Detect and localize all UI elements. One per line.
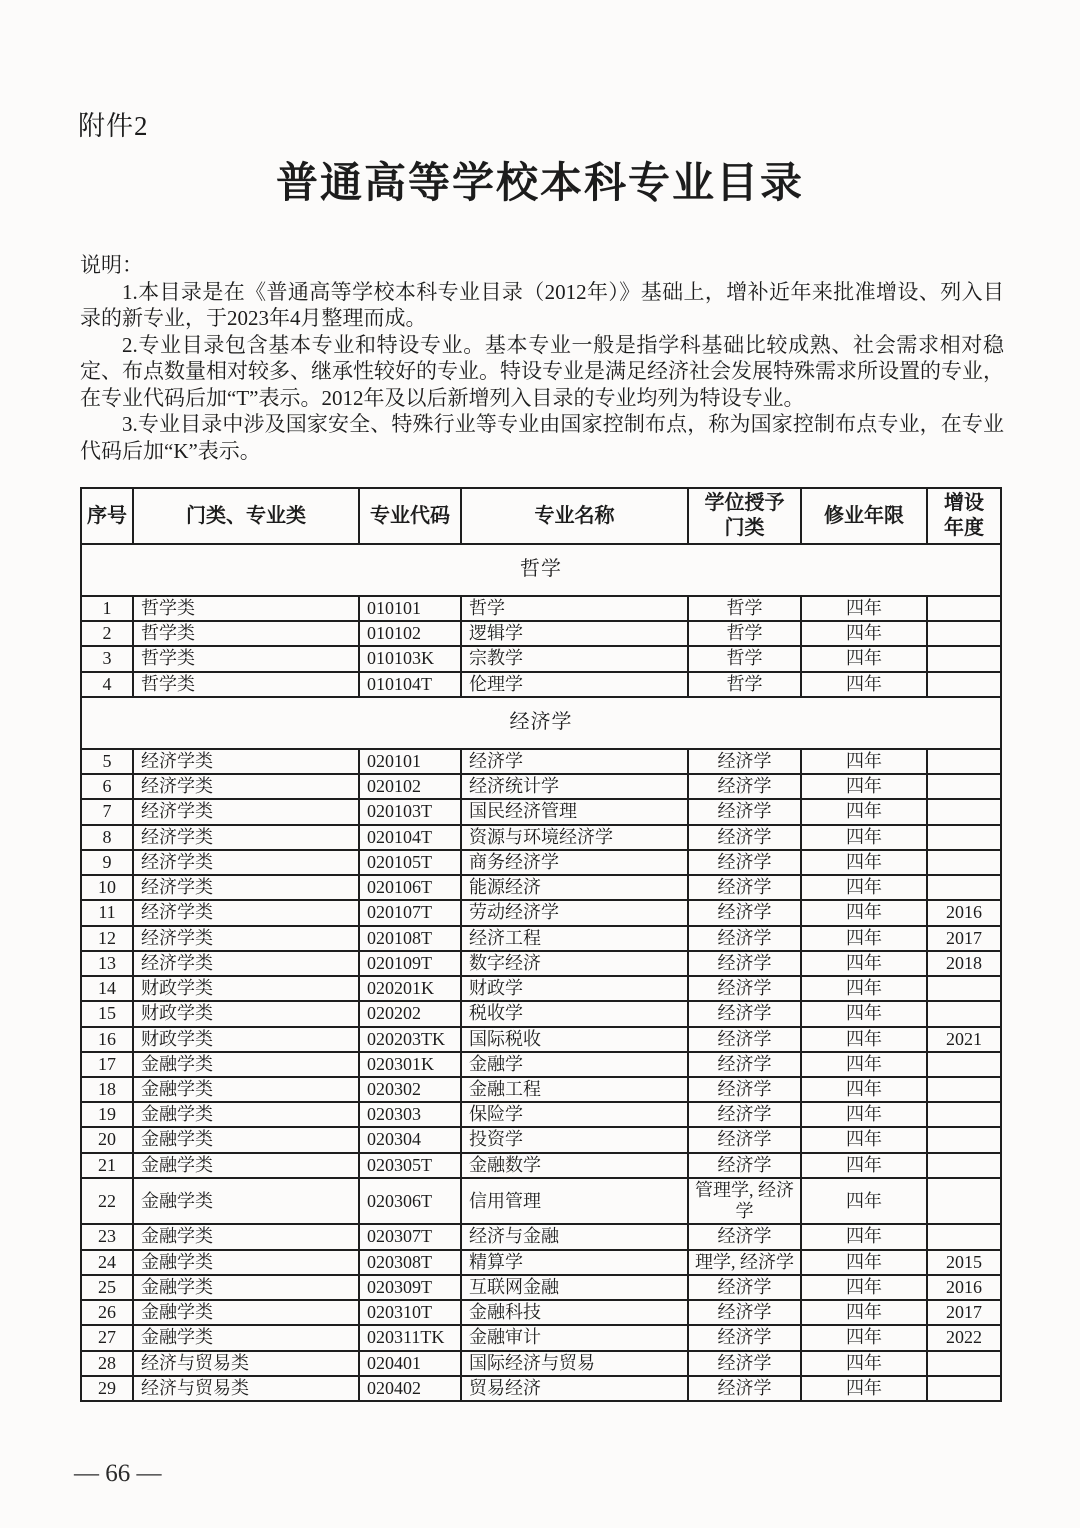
table-cell: 经济学 (688, 1224, 801, 1249)
table-cell: 13 (81, 951, 133, 976)
table-cell: 逻辑学 (461, 621, 688, 646)
table-cell: 四年 (801, 875, 927, 900)
table-cell: 2015 (927, 1250, 1001, 1275)
table-cell (927, 596, 1001, 621)
table-row (81, 1077, 1001, 1102)
table-cell: 经济学 (688, 926, 801, 951)
table-cell: 010102 (359, 621, 461, 646)
table-cell: 经济统计学 (461, 774, 688, 799)
table-row (81, 774, 1001, 799)
table-cell: 资源与环境经济学 (461, 825, 688, 850)
table-cell: 四年 (801, 926, 927, 951)
table-cell: 27 (81, 1325, 133, 1350)
table-cell: 020303 (359, 1102, 461, 1127)
table-cell: 四年 (801, 1250, 927, 1275)
table-cell: 2016 (927, 1275, 1001, 1300)
table-cell: 2017 (927, 926, 1001, 951)
section-row (81, 544, 1001, 596)
note-paragraph-3: 3.专业目录中涉及国家安全、特殊行业等专业由国家控制布点，称为国家控制布点专业，在专业代码后加“K”表示。 (80, 412, 1004, 463)
table-cell: 010104T (359, 672, 461, 697)
table-cell: 互联网金融 (461, 1275, 688, 1300)
table-cell: 金融工程 (461, 1077, 688, 1102)
table-cell: 四年 (801, 1300, 927, 1325)
table-cell: 经济学 (688, 1153, 801, 1178)
table-cell: 020102 (359, 774, 461, 799)
table-cell: 劳动经济学 (461, 900, 688, 925)
table-row (81, 646, 1001, 671)
table-cell: 020109T (359, 951, 461, 976)
table-row (81, 1102, 1001, 1127)
table-cell: 四年 (801, 749, 927, 774)
table-cell: 经济与贸易类 (133, 1376, 359, 1401)
table-cell: 国民经济管理 (461, 799, 688, 824)
table-cell (927, 825, 1001, 850)
table-cell: 财政学 (461, 976, 688, 1001)
table-cell: 金融学类 (133, 1224, 359, 1249)
table-row (81, 749, 1001, 774)
table-cell: 21 (81, 1153, 133, 1178)
table-row (81, 1351, 1001, 1376)
majors-table (80, 487, 1002, 1402)
table-cell: 经济学 (688, 825, 801, 850)
table-cell: 经济学 (688, 850, 801, 875)
table-row (81, 976, 1001, 1001)
table-cell: 经济学 (688, 774, 801, 799)
table-cell: 020306T (359, 1178, 461, 1224)
table-row (81, 1376, 1001, 1401)
table-cell: 25 (81, 1275, 133, 1300)
table-row (81, 672, 1001, 697)
table-cell: 金融学类 (133, 1178, 359, 1224)
table-cell: 经济学 (688, 1325, 801, 1350)
table-body (81, 544, 1001, 1401)
table-cell: 经济与金融 (461, 1224, 688, 1249)
attachment-label: 附件2 (78, 111, 149, 141)
table-cell: 020108T (359, 926, 461, 951)
table-cell: 四年 (801, 1001, 927, 1026)
table-cell: 财政学类 (133, 976, 359, 1001)
table-cell: 020203TK (359, 1027, 461, 1052)
table-cell: 5 (81, 749, 133, 774)
table-cell: 数字经济 (461, 951, 688, 976)
table-cell: 金融学类 (133, 1052, 359, 1077)
table-cell (927, 749, 1001, 774)
table-cell: 6 (81, 774, 133, 799)
column-header: 门类、专业类 (133, 488, 359, 544)
table-cell (927, 799, 1001, 824)
table-cell: 经济学 (688, 900, 801, 925)
table-cell: 经济学 (688, 749, 801, 774)
table-cell: 四年 (801, 1325, 927, 1350)
table-cell: 2018 (927, 951, 1001, 976)
table-cell: 金融学类 (133, 1275, 359, 1300)
table-row (81, 621, 1001, 646)
table-row (81, 951, 1001, 976)
table-cell: 四年 (801, 1351, 927, 1376)
table-cell: 经济学类 (133, 850, 359, 875)
table-cell (927, 1351, 1001, 1376)
table-cell: 哲学 (688, 596, 801, 621)
table-cell: 四年 (801, 1178, 927, 1224)
table-cell: 四年 (801, 799, 927, 824)
table-cell: 哲学 (688, 672, 801, 697)
table-cell: 020202 (359, 1001, 461, 1026)
table-row (81, 1325, 1001, 1350)
table-cell: 四年 (801, 1127, 927, 1152)
table-cell (927, 621, 1001, 646)
table-cell (927, 1178, 1001, 1224)
table-cell: 经济学 (461, 749, 688, 774)
table-cell: 经济学 (688, 1102, 801, 1127)
table-cell: 020107T (359, 900, 461, 925)
table-cell: 金融学类 (133, 1300, 359, 1325)
table-cell: 23 (81, 1224, 133, 1249)
table-row (81, 926, 1001, 951)
table-cell: 020104T (359, 825, 461, 850)
table-cell: 精算学 (461, 1250, 688, 1275)
table-cell: 哲学 (688, 646, 801, 671)
table-cell (927, 976, 1001, 1001)
table-cell: 理学, 经济学 (688, 1250, 801, 1275)
table-cell: 信用管理 (461, 1178, 688, 1224)
table-cell: 020105T (359, 850, 461, 875)
table-cell: 保险学 (461, 1102, 688, 1127)
table-cell: 020307T (359, 1224, 461, 1249)
table-cell: 经济学 (688, 1052, 801, 1077)
table-cell: 28 (81, 1351, 133, 1376)
table-cell: 020101 (359, 749, 461, 774)
table-cell: 金融学类 (133, 1153, 359, 1178)
table-cell: 四年 (801, 1153, 927, 1178)
table-cell: 金融学类 (133, 1250, 359, 1275)
column-header: 专业代码 (359, 488, 461, 544)
table-cell: 020310T (359, 1300, 461, 1325)
table-cell: 宗教学 (461, 646, 688, 671)
column-header: 增设年度 (927, 488, 1001, 544)
table-cell: 经济学 (688, 976, 801, 1001)
table-cell: 四年 (801, 1102, 927, 1127)
table-cell (927, 1224, 1001, 1249)
table-cell: 经济学 (688, 951, 801, 976)
table-cell: 经济学 (688, 1077, 801, 1102)
table-row (81, 1127, 1001, 1152)
table-cell: 经济学 (688, 1376, 801, 1401)
table-row (81, 1052, 1001, 1077)
table-cell: 金融学类 (133, 1077, 359, 1102)
table-cell: 贸易经济 (461, 1376, 688, 1401)
table-cell: 经济学 (688, 1300, 801, 1325)
table-cell: 2016 (927, 900, 1001, 925)
table-cell: 1 (81, 596, 133, 621)
table-cell: 经济学类 (133, 749, 359, 774)
table-row (81, 799, 1001, 824)
table-cell: 四年 (801, 1077, 927, 1102)
table-cell: 14 (81, 976, 133, 1001)
table-row (81, 1224, 1001, 1249)
table-cell: 四年 (801, 1376, 927, 1401)
table-cell: 2021 (927, 1027, 1001, 1052)
table-cell: 四年 (801, 596, 927, 621)
table-cell: 19 (81, 1102, 133, 1127)
section-row (81, 697, 1001, 749)
table-row (81, 1275, 1001, 1300)
table-cell (927, 646, 1001, 671)
notes-section (80, 252, 1004, 464)
table-cell: 2 (81, 621, 133, 646)
table-cell: 四年 (801, 1052, 927, 1077)
table-row (81, 825, 1001, 850)
table-cell: 四年 (801, 774, 927, 799)
table-cell: 15 (81, 1001, 133, 1026)
table-cell: 经济与贸易类 (133, 1351, 359, 1376)
table-cell: 四年 (801, 1224, 927, 1249)
table-cell: 四年 (801, 1027, 927, 1052)
table-cell: 国际经济与贸易 (461, 1351, 688, 1376)
notes-label: 说明： (80, 253, 143, 277)
table-header-row (81, 488, 1001, 544)
table-row (81, 1027, 1001, 1052)
table-cell: 010101 (359, 596, 461, 621)
column-header: 序号 (81, 488, 133, 544)
table-cell (927, 1153, 1001, 1178)
table-cell: 2017 (927, 1300, 1001, 1325)
table-cell: 10 (81, 875, 133, 900)
table-cell: 经济学 (688, 1001, 801, 1026)
column-header: 专业名称 (461, 488, 688, 544)
section-title: 经济学 (81, 697, 1001, 749)
table-cell: 财政学类 (133, 1001, 359, 1026)
table-cell (927, 1077, 1001, 1102)
table-cell: 四年 (801, 976, 927, 1001)
table-cell: 四年 (801, 951, 927, 976)
table-cell: 哲学 (688, 621, 801, 646)
table-header (81, 488, 1001, 544)
table-cell: 020305T (359, 1153, 461, 1178)
table-cell: 四年 (801, 1275, 927, 1300)
table-cell: 020309T (359, 1275, 461, 1300)
table-cell: 投资学 (461, 1127, 688, 1152)
table-cell: 金融科技 (461, 1300, 688, 1325)
table-cell: 18 (81, 1077, 133, 1102)
table-cell (927, 1376, 1001, 1401)
table-cell: 经济学类 (133, 875, 359, 900)
table-cell: 29 (81, 1376, 133, 1401)
table-cell: 020402 (359, 1376, 461, 1401)
table-cell: 020301K (359, 1052, 461, 1077)
table-cell: 金融审计 (461, 1325, 688, 1350)
table-cell: 财政学类 (133, 1027, 359, 1052)
table-cell: 能源经济 (461, 875, 688, 900)
table-cell: 哲学类 (133, 646, 359, 671)
table-cell: 经济学类 (133, 799, 359, 824)
table-cell: 8 (81, 825, 133, 850)
table-cell: 四年 (801, 825, 927, 850)
table-cell (927, 1001, 1001, 1026)
note-paragraph-1: 1.本目录是在《普通高等学校本科专业目录（2012年）》基础上，增补近年来批准增设、列入目录的新专业，于2023年4月整理而成。 (80, 279, 1004, 330)
table-cell (927, 774, 1001, 799)
table-cell: 020401 (359, 1351, 461, 1376)
table-cell: 商务经济学 (461, 850, 688, 875)
table-cell: 税收学 (461, 1001, 688, 1026)
table-row (81, 1250, 1001, 1275)
table-cell: 经济学 (688, 1351, 801, 1376)
table-cell (927, 1052, 1001, 1077)
table-cell: 经济学 (688, 799, 801, 824)
section-title: 哲学 (81, 544, 1001, 596)
table-cell: 伦理学 (461, 672, 688, 697)
table-row (81, 850, 1001, 875)
table-row (81, 1300, 1001, 1325)
column-header: 学位授予门类 (688, 488, 801, 544)
table-cell (927, 672, 1001, 697)
column-header: 修业年限 (801, 488, 927, 544)
table-cell: 金融数学 (461, 1153, 688, 1178)
table-cell: 经济工程 (461, 926, 688, 951)
table-cell (927, 1127, 1001, 1152)
table-cell (927, 1102, 1001, 1127)
note-paragraph-2: 2.专业目录包含基本专业和特设专业。基本专业一般是指学科基础比较成熟、社会需求相对稳定、布点数量相对较多、继承性较好的专业。特设专业是满足经济社会发展特殊需求所设置的专业，在专业代码后加“T”表示。2012年及以后新增列入目录的专业均列为特设专业。 (80, 332, 1004, 410)
table-cell: 20 (81, 1127, 133, 1152)
table-cell: 金融学类 (133, 1325, 359, 1350)
table-cell: 经济学类 (133, 774, 359, 799)
table-cell: 020106T (359, 875, 461, 900)
table-cell: 哲学类 (133, 621, 359, 646)
table-cell: 哲学类 (133, 596, 359, 621)
table-cell (927, 850, 1001, 875)
page-number: — 66 — (74, 1460, 162, 1487)
table-cell: 2022 (927, 1325, 1001, 1350)
table-cell: 经济学 (688, 875, 801, 900)
table-cell: 020103T (359, 799, 461, 824)
table-cell: 16 (81, 1027, 133, 1052)
table-cell: 12 (81, 926, 133, 951)
table-cell (927, 875, 1001, 900)
table-cell: 国际税收 (461, 1027, 688, 1052)
table-cell: 金融学类 (133, 1102, 359, 1127)
table-cell: 经济学类 (133, 825, 359, 850)
table-row (81, 875, 1001, 900)
table-cell: 经济学类 (133, 900, 359, 925)
table-cell: 四年 (801, 646, 927, 671)
table-cell: 管理学, 经济学 (688, 1178, 801, 1224)
table-cell: 17 (81, 1052, 133, 1077)
table-cell: 22 (81, 1178, 133, 1224)
table-row (81, 1153, 1001, 1178)
table-cell: 020304 (359, 1127, 461, 1152)
table-row (81, 1001, 1001, 1026)
table-cell: 经济学 (688, 1027, 801, 1052)
table-row (81, 1178, 1001, 1224)
table-cell: 四年 (801, 850, 927, 875)
table-cell: 24 (81, 1250, 133, 1275)
table-cell: 经济学 (688, 1127, 801, 1152)
table-cell: 经济学类 (133, 951, 359, 976)
table-cell: 哲学 (461, 596, 688, 621)
page-title: 普通高等学校本科专业目录 (275, 161, 804, 207)
table-cell: 四年 (801, 621, 927, 646)
table-cell: 金融学类 (133, 1127, 359, 1152)
table-cell: 020201K (359, 976, 461, 1001)
table-row (81, 900, 1001, 925)
table-cell: 经济学类 (133, 926, 359, 951)
table-cell: 哲学类 (133, 672, 359, 697)
table-cell: 4 (81, 672, 133, 697)
table-cell: 四年 (801, 672, 927, 697)
table-cell: 3 (81, 646, 133, 671)
table-cell: 020308T (359, 1250, 461, 1275)
table-cell: 26 (81, 1300, 133, 1325)
table-cell: 020302 (359, 1077, 461, 1102)
table-cell: 经济学 (688, 1275, 801, 1300)
table-cell: 11 (81, 900, 133, 925)
table-cell: 四年 (801, 900, 927, 925)
table-cell: 010103K (359, 646, 461, 671)
table-cell: 9 (81, 850, 133, 875)
table-cell: 020311TK (359, 1325, 461, 1350)
table-cell: 7 (81, 799, 133, 824)
table-row (81, 596, 1001, 621)
table-cell: 金融学 (461, 1052, 688, 1077)
